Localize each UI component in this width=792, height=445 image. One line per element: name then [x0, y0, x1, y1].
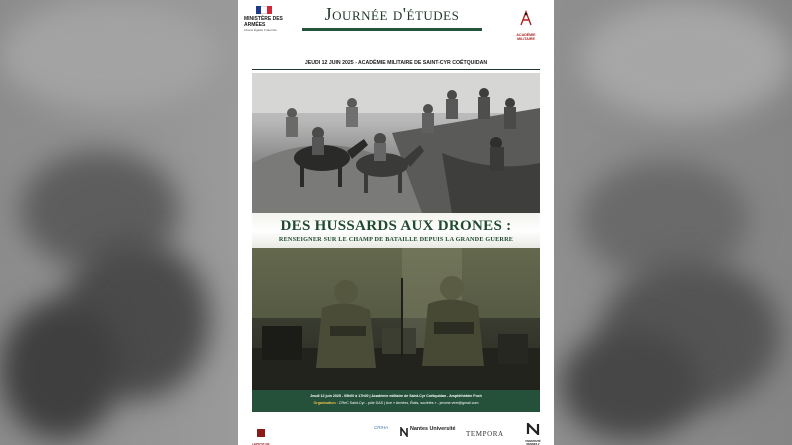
academy-logo-text: ACADÉMIE MILITAIRE	[516, 33, 536, 41]
headline-band	[252, 213, 540, 249]
academy-emblem-icon	[517, 10, 535, 28]
rennes-n-icon	[526, 423, 540, 435]
event-time-location: Jeudi 12 juin 2025 - 09h00 à 17h00 | Académie militaire de Saint-Cyr Coëtquidan - Amphithéâtre Foch	[310, 394, 482, 398]
event-dateline: JEUDI 12 JUIN 2025 - ACADÉMIE MILITAIRE DE SAINT-CYR COËTQUIDAN	[304, 60, 488, 66]
universite-rennes-logo	[521, 422, 545, 445]
crest-icon	[248, 429, 274, 437]
organisation-text: CReC Saint-Cyr - pôle DAS | Axe « Armées, États, sociétés » - jerome.viret@gmail.com	[338, 401, 479, 405]
poster-header	[238, 0, 554, 54]
left-partner-logo-text: LEPETIT-DE	[252, 442, 270, 445]
event-info-bar	[252, 390, 540, 412]
left-partner-logo	[248, 424, 274, 445]
ministry-motto: Liberté Égalité Fraternité	[244, 28, 277, 32]
organisation-label: Organisation :	[313, 401, 338, 405]
partner-logos	[238, 416, 554, 445]
organisation-line	[252, 401, 540, 405]
universite-rennes-text: UNIVERSITÉ RENNES 2	[525, 440, 541, 445]
historical-cavalry-photo	[252, 73, 540, 213]
modern-soldiers-photo	[252, 248, 540, 390]
nantes-universite-text: Nantes Université	[410, 426, 456, 432]
french-flag-icon	[256, 6, 272, 14]
tempora-logo: TEMPORA	[466, 430, 504, 438]
academy-logo	[508, 10, 544, 41]
event-headline: DES HUSSARDS AUX DRONES :	[280, 218, 512, 234]
nantes-n-icon	[400, 427, 408, 437]
criha-logo: CRIHA	[374, 425, 389, 430]
dateline-rule	[252, 69, 540, 70]
ministry-name: MINISTÈRE DES ARMÉES	[244, 16, 283, 28]
poster-title: Journée d'études	[324, 4, 460, 24]
title-underline	[302, 28, 482, 31]
nantes-universite-logo	[410, 427, 456, 433]
ministry-logo	[244, 6, 286, 33]
event-poster	[238, 0, 554, 445]
event-subheadline: RENSEIGNER SUR LE CHAMP DE BATAILLE DEPUIS LA GRANDE GUERRE	[278, 236, 514, 243]
